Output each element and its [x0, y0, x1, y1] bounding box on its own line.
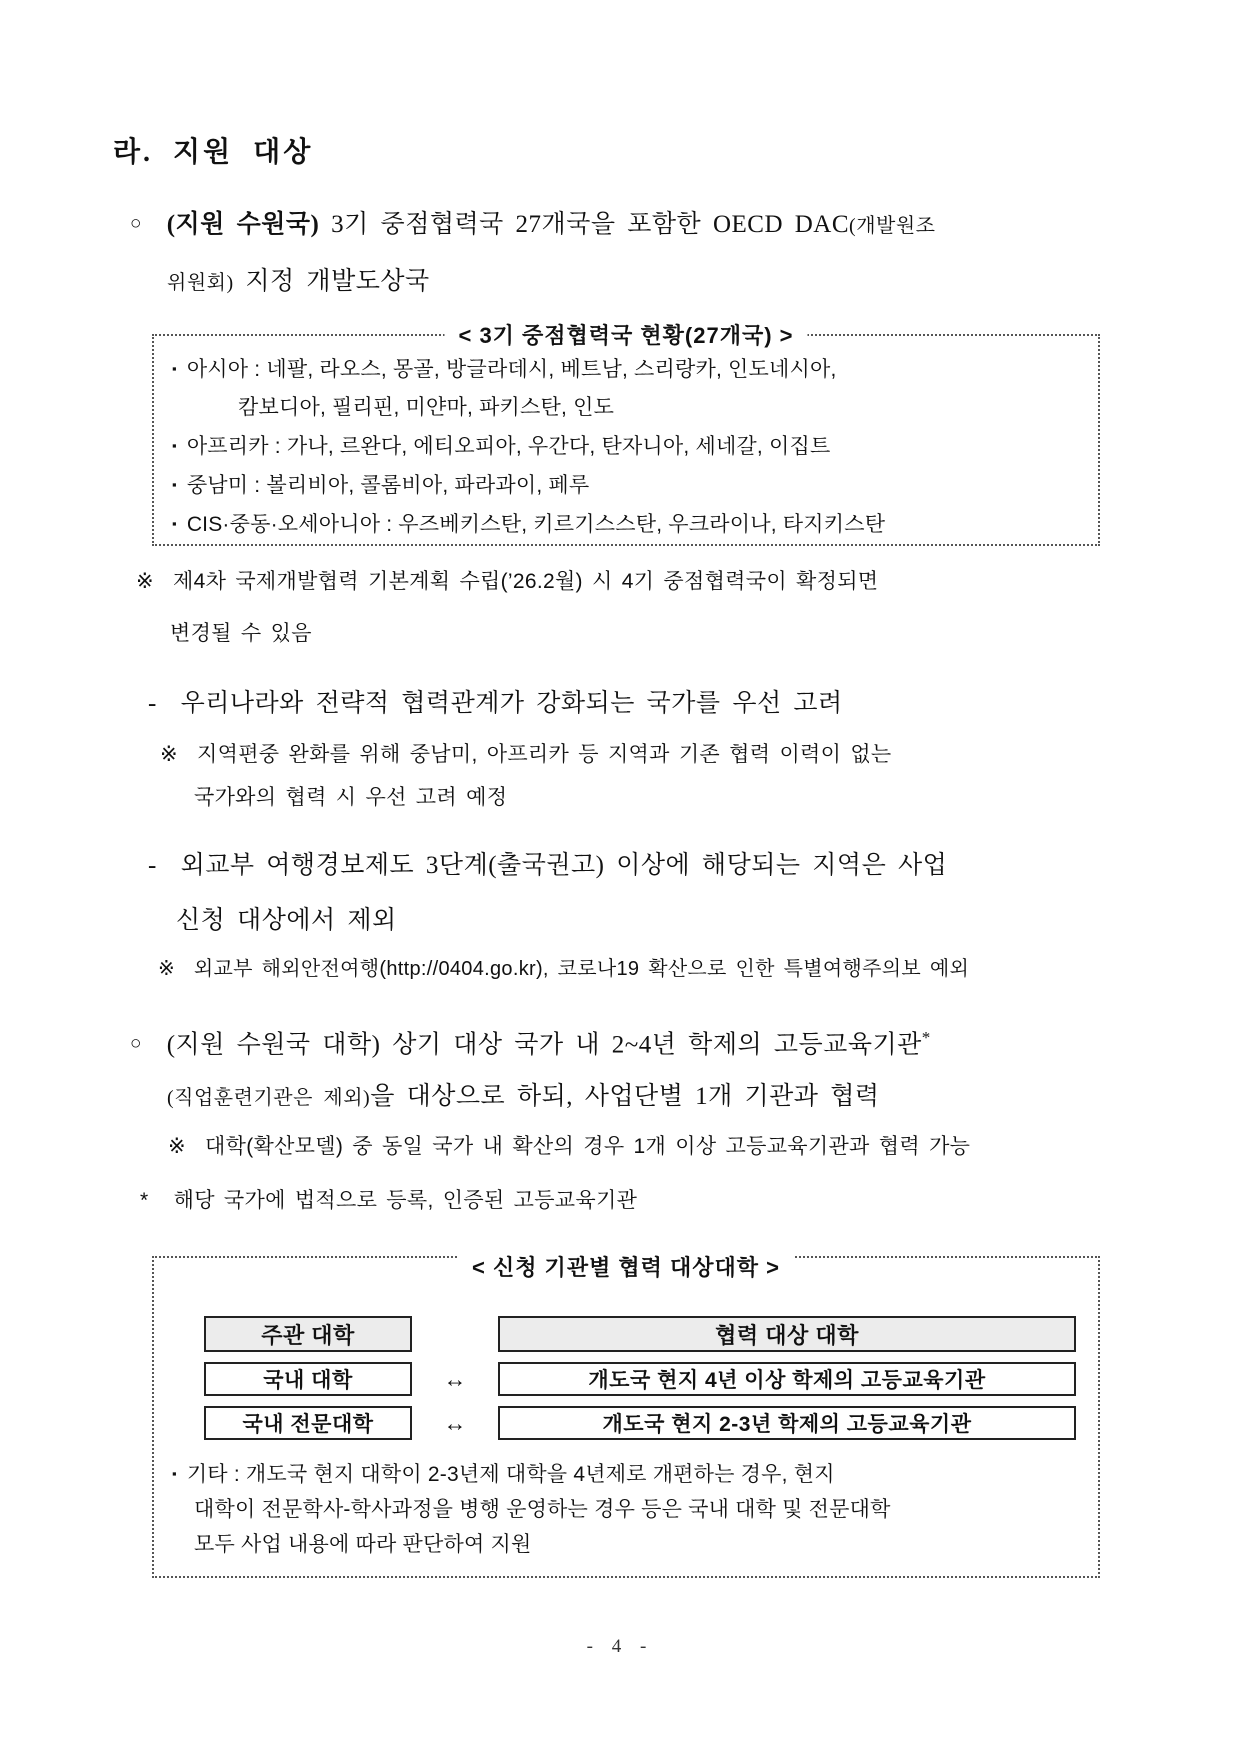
footnote-asterisk: * [921, 1028, 931, 1047]
recipient-university-item [130, 1012, 1115, 1124]
square-bullet-icon: ▪ [172, 477, 177, 492]
dash-bullet-icon: - [148, 852, 157, 879]
revision-note-text1: 제4차 국제개발협력 기본계획 수립(’26.2월) 시 4기 중점협력국이 확정되면 [173, 570, 879, 593]
asterisk-marker-icon: * [140, 1189, 149, 1212]
priority-countries-box-title: < 3기 중점협력국 현황(27개국) > [444, 319, 807, 350]
revision-note-line2 [136, 608, 1096, 660]
left-right-arrow-icon: ↔ [443, 1365, 467, 1392]
page-number: - 4 - [586, 1636, 654, 1657]
dash-bullet-icon: - [148, 690, 157, 717]
recipient-country-text1: 3기 중점협력국 27개국을 포함한 OECD DAC [331, 211, 850, 238]
revision-note-line1 [136, 556, 1096, 608]
travel-alert-line1 [148, 838, 1133, 893]
other-cases-text2: 대학이 전문학사-학사과정을 병행 운영하는 경우 등은 국내 대학 및 전문대학 [194, 1498, 891, 1521]
recipient-university-text2: 을 대상으로 하되, 사업단별 1개 기관과 협력 [370, 1083, 880, 1111]
cooperation-table-header-row [204, 1316, 1098, 1352]
diffusion-model-text: 대학(확산모델) 중 동일 국가 내 확산의 경우 1개 이상 고등교육기관과 협력 가능 [205, 1135, 971, 1158]
cooperation-table-row [204, 1362, 1098, 1396]
other-cases-text3: 모두 사업 내용에 따라 판단하여 지원 [194, 1533, 532, 1556]
cell-domestic-university: 국내 대학 [204, 1362, 412, 1396]
region-latinamerica-line [172, 466, 1082, 505]
accredited-institution-text: 해당 국가에 법적으로 등록, 인증된 고등교육기관 [173, 1189, 638, 1212]
region-balance-note [160, 733, 1120, 819]
region-asia-text2: 캄보디아, 필리핀, 미얀마, 파키스탄, 인도 [238, 396, 615, 419]
strategic-priority-text: 우리나라와 전략적 협력관계가 강화되는 국가를 우선 고려 [180, 690, 843, 717]
reference-mark-icon: ※ [136, 570, 154, 593]
other-cases-text1: 기타 : 개도국 현지 대학이 2-3년제 대학을 4년제로 개편하는 경우, 현지 [186, 1463, 835, 1486]
travel-safety-note [158, 952, 1118, 986]
section-heading: 라. 지원 대상 [113, 137, 314, 168]
region-balance-text1: 지역편중 완화를 위해 중남미, 아프리카 등 지역과 기존 협력 이력이 없는 [197, 743, 892, 766]
diffusion-model-line [168, 1130, 1128, 1164]
region-balance-line1 [160, 733, 1120, 776]
other-cases-line3 [172, 1527, 1072, 1562]
circle-bullet-icon: ○ [130, 213, 142, 234]
recipient-university-text1: 상기 대상 국가 내 2~4년 학제의 고등교육기관 [392, 1031, 922, 1059]
strategic-priority-item [148, 676, 1133, 731]
recipient-country-line1 [130, 196, 1115, 254]
recipient-university-label: (지원 수원국 대학) [166, 1031, 381, 1059]
square-bullet-icon: ▪ [172, 361, 177, 376]
revision-note-text2: 변경될 수 있음 [170, 622, 312, 645]
square-bullet-icon: ▪ [172, 1466, 177, 1481]
recipient-country-line2 [130, 254, 1115, 311]
other-cases-line2 [172, 1492, 1072, 1527]
region-asia-line [172, 350, 1082, 389]
recipient-country-paren1: (개발원조 [849, 215, 936, 237]
cell-domestic-college: 국내 전문대학 [204, 1406, 412, 1440]
header-partner-university: 협력 대상 대학 [498, 1316, 1076, 1352]
travel-alert-item [148, 838, 1133, 948]
recipient-university-line1 [130, 1012, 1115, 1071]
other-cases-line1 [172, 1456, 1072, 1492]
region-africa-line [172, 427, 1082, 466]
reference-mark-icon: ※ [158, 958, 176, 980]
cooperation-table [204, 1316, 1098, 1440]
travel-safety-text: 외교부 해외안전여행(http://0404.go.kr), 코로나19 확산으로 인한 특별여행주의보 예외 [193, 958, 970, 980]
region-latinamerica-text: 중남미 : 볼리비아, 콜롬비아, 파라과이, 페루 [186, 474, 590, 497]
recipient-country-item [130, 196, 1115, 311]
region-africa-text: 아프리카 : 가나, 르완다, 에티오피아, 우간다, 탄자니아, 세네갈, 이집트 [186, 435, 831, 458]
other-cases-note [172, 1456, 1072, 1562]
recipient-country-text2: 지정 개발도상국 [245, 268, 430, 295]
strategic-priority-line [148, 676, 1133, 731]
cooperation-table-row [204, 1406, 1098, 1440]
travel-alert-line2 [148, 893, 1133, 948]
recipient-country-paren2: 위원회) [167, 272, 234, 294]
priority-countries-box [152, 323, 1100, 546]
cell-partner-2-3year: 개도국 현지 2-3년 학제의 고등교육기관 [498, 1406, 1076, 1440]
travel-safety-line [158, 952, 1118, 986]
region-cis-line [172, 505, 1082, 544]
square-bullet-icon: ▪ [172, 516, 177, 531]
region-cis-text: CIS·중동·오세아니아 : 우즈베키스탄, 키르기스스탄, 우크라이나, 타지키스탄 [186, 513, 886, 536]
recipient-university-paren: (직업훈련기관은 제외) [167, 1087, 371, 1110]
region-asia-text: 아시아 : 네팔, 라오스, 몽골, 방글라데시, 베트남, 스리랑카, 인도네시아, [186, 358, 837, 381]
region-balance-text2: 국가와의 협력 시 우선 고려 예정 [194, 786, 508, 809]
travel-alert-text1: 외교부 여행경보제도 3단계(출국권고) 이상에 해당되는 지역은 사업 [180, 852, 948, 879]
cell-partner-4year: 개도국 현지 4년 이상 학제의 고등교육기관 [498, 1362, 1076, 1396]
region-balance-line2 [160, 776, 1120, 819]
recipient-university-line2 [130, 1071, 1115, 1124]
circle-bullet-icon: ○ [130, 1033, 142, 1055]
region-asia-continuation [172, 389, 1082, 427]
reference-mark-icon: ※ [160, 743, 178, 766]
partner-university-box-title: < 신청 기관별 협력 대상대학 > [458, 1251, 794, 1282]
partner-university-box [152, 1256, 1100, 1578]
revision-note [136, 556, 1096, 660]
header-host-university: 주관 대학 [204, 1316, 412, 1352]
accredited-institution-footnote [140, 1184, 1100, 1218]
diffusion-model-note [168, 1130, 1128, 1164]
accredited-institution-line [140, 1184, 1100, 1218]
left-right-arrow-icon: ↔ [443, 1409, 467, 1436]
travel-alert-text2: 신청 대상에서 제외 [176, 907, 397, 934]
square-bullet-icon: ▪ [172, 438, 177, 453]
reference-mark-icon: ※ [168, 1135, 186, 1158]
recipient-country-label: (지원 수원국) [166, 211, 320, 238]
